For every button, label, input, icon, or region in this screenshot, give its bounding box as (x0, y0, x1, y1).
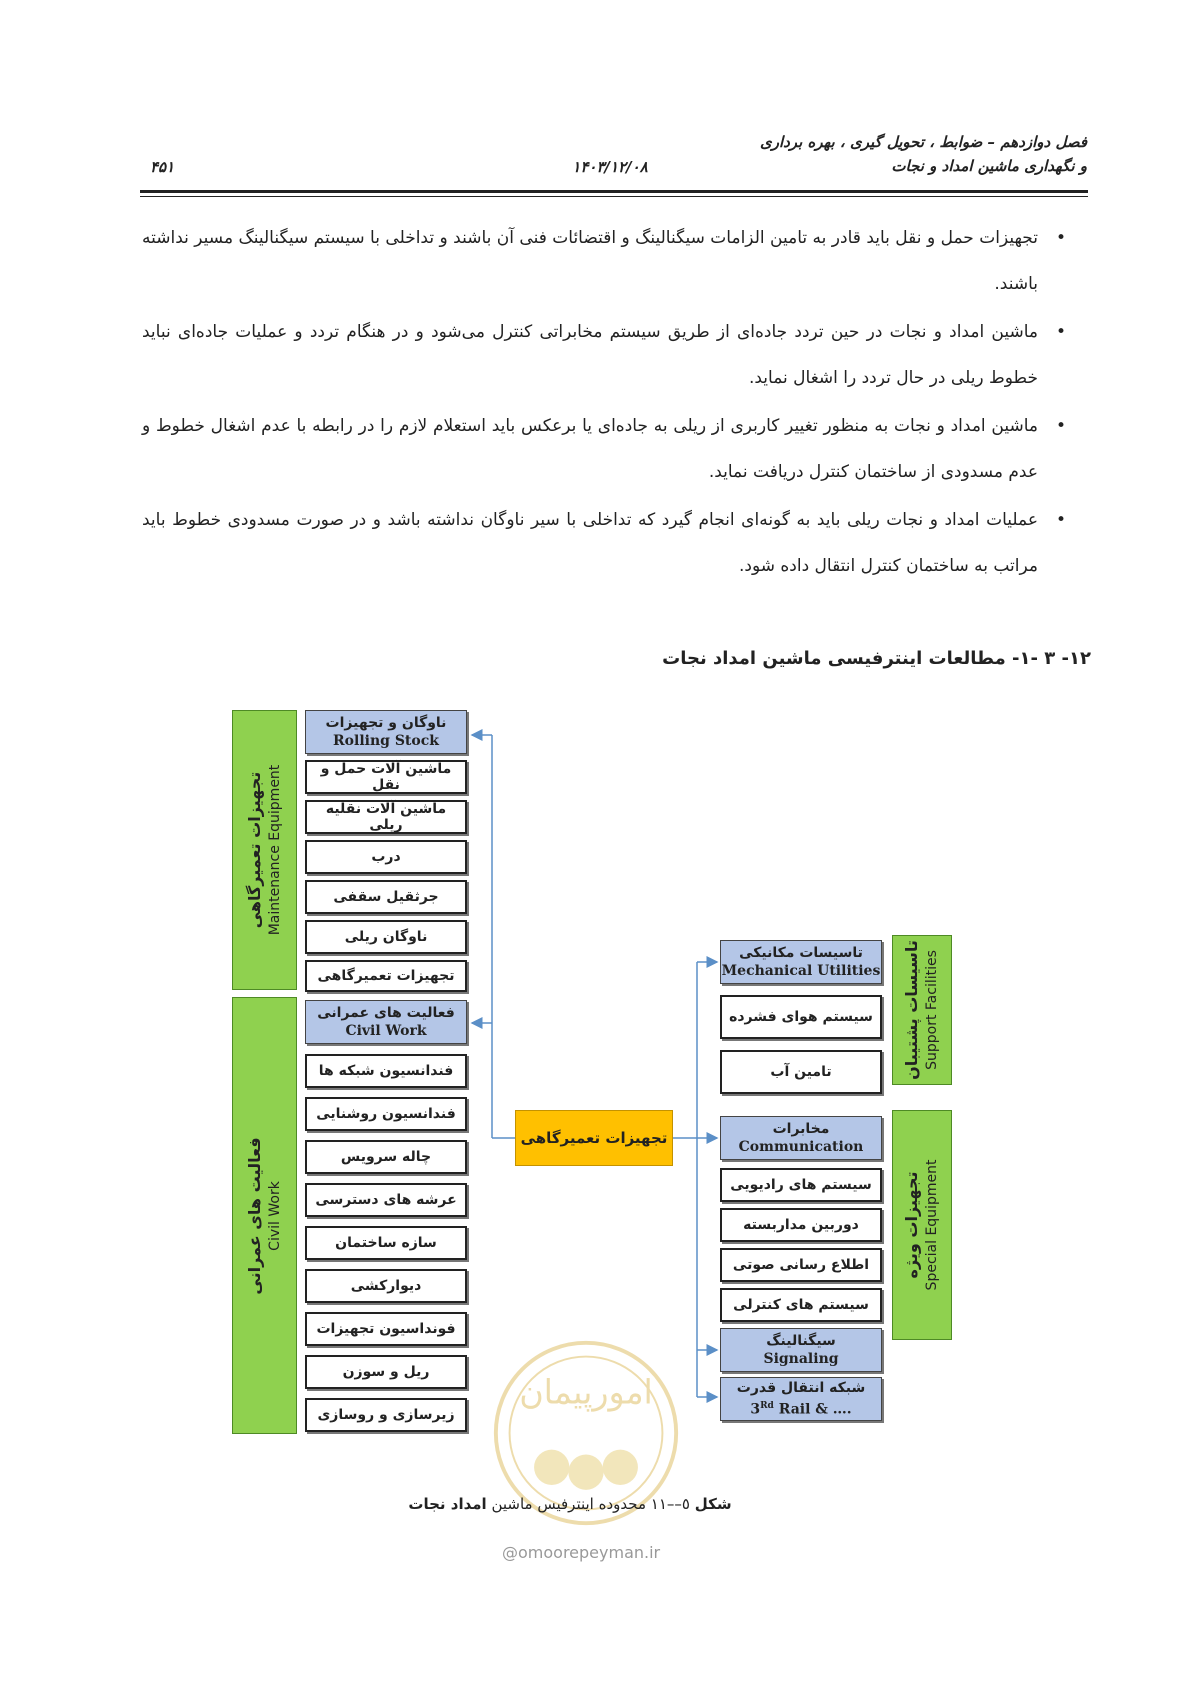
bullet-dot: • (1055, 510, 1066, 530)
special-item: سیستم های رادیویی (720, 1168, 882, 1202)
civil-item: ریل و سوزن (305, 1355, 467, 1389)
maintenance-equipment-panel (232, 710, 297, 990)
bullet-text: ماشین امداد و نجات در حین تردد جاده‌ای از طریق سیستم مخابراتی کنترل می‌شود و در هنگام تردد و عملیات جاده‌ای نباید خطوط ریلی در حال تردد را اشغال نماید. (142, 322, 1038, 388)
power-en-sup: Rd (760, 1401, 774, 1412)
special-equipment-label (902, 1160, 942, 1291)
maintenance-item: جرثقیل سقفی (305, 880, 467, 914)
mechanical-fa: تاسیسات مکانیکی (739, 945, 863, 961)
mechanical-en: Mechanical Utilities (721, 963, 881, 979)
support-label-en: Support Facilities (924, 950, 940, 1070)
civil-item: فونداسیون تجهیزات (305, 1312, 467, 1346)
support-facilities-label (902, 940, 942, 1080)
caption-text: محدوده اینترفیس ماشین (491, 1495, 646, 1513)
rolling-stock-header (305, 710, 467, 754)
watermark-text: امورپیمان (519, 1372, 653, 1412)
maintenance-item: تجهیزات تعمیرگاهی (305, 960, 467, 992)
signaling-header (720, 1328, 882, 1372)
communication-header (720, 1116, 882, 1160)
bullet-text: ماشین امداد و نجات به منظور تغییر کاربری از ریلی به جاده‌ای یا برعکس باید استعلام لازم را در رابطه با عدم اشغال خطوط و عدم مسدودی از ساختمان کنترل دریافت نماید. (142, 416, 1038, 482)
civil-item: زیرسازی و روسازی (305, 1398, 467, 1432)
mechanical-utilities-header (720, 940, 882, 984)
civil-label-fa: فعالیت های عمرانی (244, 1136, 264, 1295)
bullet-text: تجهیزات حمل و نقل باید قادر به تامین الزامات سیگنالینگ و اقتضائات فنی آن باشند و تداخلی با سیستم سیگنالینگ مسیر نداشته باشند. (142, 228, 1038, 294)
support-item: سیستم هوای فشرده (720, 995, 882, 1039)
site-watermark: @omoorepeyman.ir (502, 1543, 661, 1562)
communication-fa: مخابرات (772, 1121, 830, 1137)
special-item: اطلاع رسانی صوتی (720, 1248, 882, 1282)
special-label-fa: تجهیزات ویژه (902, 1171, 921, 1279)
caption-number: ۱۱ (650, 1495, 667, 1513)
civil-item: فندانسیون شبکه ها (305, 1054, 467, 1088)
chapter-title-line2: و نگهداری ماشین امداد و نجات (891, 157, 1087, 175)
civil-work-header (305, 1000, 467, 1044)
civil-work-head-fa: فعالیت های عمرانی (317, 1005, 455, 1021)
maintenance-item: ماشین آلات حمل و نقل (305, 760, 467, 794)
workshop-equipment-center: تجهیزات تعمیرگاهی (515, 1110, 673, 1166)
maintenance-equipment-label (245, 765, 285, 936)
caption-prefix: شکل (694, 1495, 732, 1513)
bullet-dot: • (1055, 228, 1066, 248)
page-number: ۴۵۱ (150, 158, 175, 176)
power-en-post: Rail & …. (773, 1401, 852, 1418)
civil-work-label (245, 1137, 285, 1294)
power-fa: شبکه انتقال قدرت (736, 1380, 866, 1397)
caption-dash: ٥–– (666, 1495, 690, 1513)
section-title: مطالعات اینترفیسی ماشین امداد نجات (662, 648, 1006, 669)
maintenance-label-fa: تجهیزات تعمیرگاهی (244, 771, 264, 929)
communication-en: Communication (738, 1139, 864, 1155)
figure-caption (380, 1495, 760, 1513)
civil-work-panel (232, 997, 297, 1434)
civil-item: چاله سرویس (305, 1140, 467, 1174)
special-equipment-panel (892, 1110, 952, 1340)
caption-bold: امداد نجات (408, 1495, 487, 1513)
civil-work-head-en: Civil Work (345, 1023, 427, 1039)
maintenance-label-en: Maintenance Equipment (266, 764, 283, 936)
section-number: ۱۲- ۳ -۱- (1012, 648, 1091, 669)
civil-item: دیوارکشی (305, 1269, 467, 1303)
special-item: دوربین مداربسته (720, 1208, 882, 1242)
header-date: ۱۴۰۳/۱۲/۰۸ (572, 158, 648, 176)
rolling-stock-fa: ناوگان و تجهیزات (325, 715, 447, 731)
civil-label-en: Civil Work (266, 1180, 283, 1251)
signaling-en: Signaling (763, 1351, 839, 1367)
civil-item: عرشه های دسترسی (305, 1183, 467, 1217)
maintenance-item: درب (305, 840, 467, 874)
special-item: سیستم های کنترلی (720, 1288, 882, 1322)
maintenance-item: ناوگان ریلی (305, 920, 467, 954)
power-en-pre: 3 (750, 1401, 761, 1418)
signaling-fa: سیگنالینگ (766, 1333, 836, 1349)
special-label-en: Special Equipment (924, 1159, 940, 1291)
power-network-header (720, 1377, 882, 1421)
maintenance-item: ماشین آلات نقلیه ریلی (305, 800, 467, 834)
civil-item: فندانسیون روشنایی (305, 1097, 467, 1131)
rolling-stock-en: Rolling Stock (333, 733, 439, 749)
power-en (750, 1397, 851, 1419)
bullet-dot: • (1055, 416, 1066, 436)
bullet-text: عملیات امداد و نجات ریلی باید به گونه‌ای انجام گیرد که تداخلی با سیر ناوگان نداشته باشد و در صورت مسدودی خطوط باید مراتب به ساختمان کنترل انتقال داده شود. (142, 510, 1038, 576)
chapter-title-line1: فصل دوازدهم – ضوابط ، تحویل گیری ، بهره برداری (759, 133, 1087, 151)
bullet-dot: • (1055, 322, 1066, 342)
civil-item: سازه ساختمان (305, 1226, 467, 1260)
support-label-fa: تاسیسات پشتیبان (902, 940, 921, 1080)
support-facilities-panel (892, 935, 952, 1085)
support-item: تامین آب (720, 1050, 882, 1094)
